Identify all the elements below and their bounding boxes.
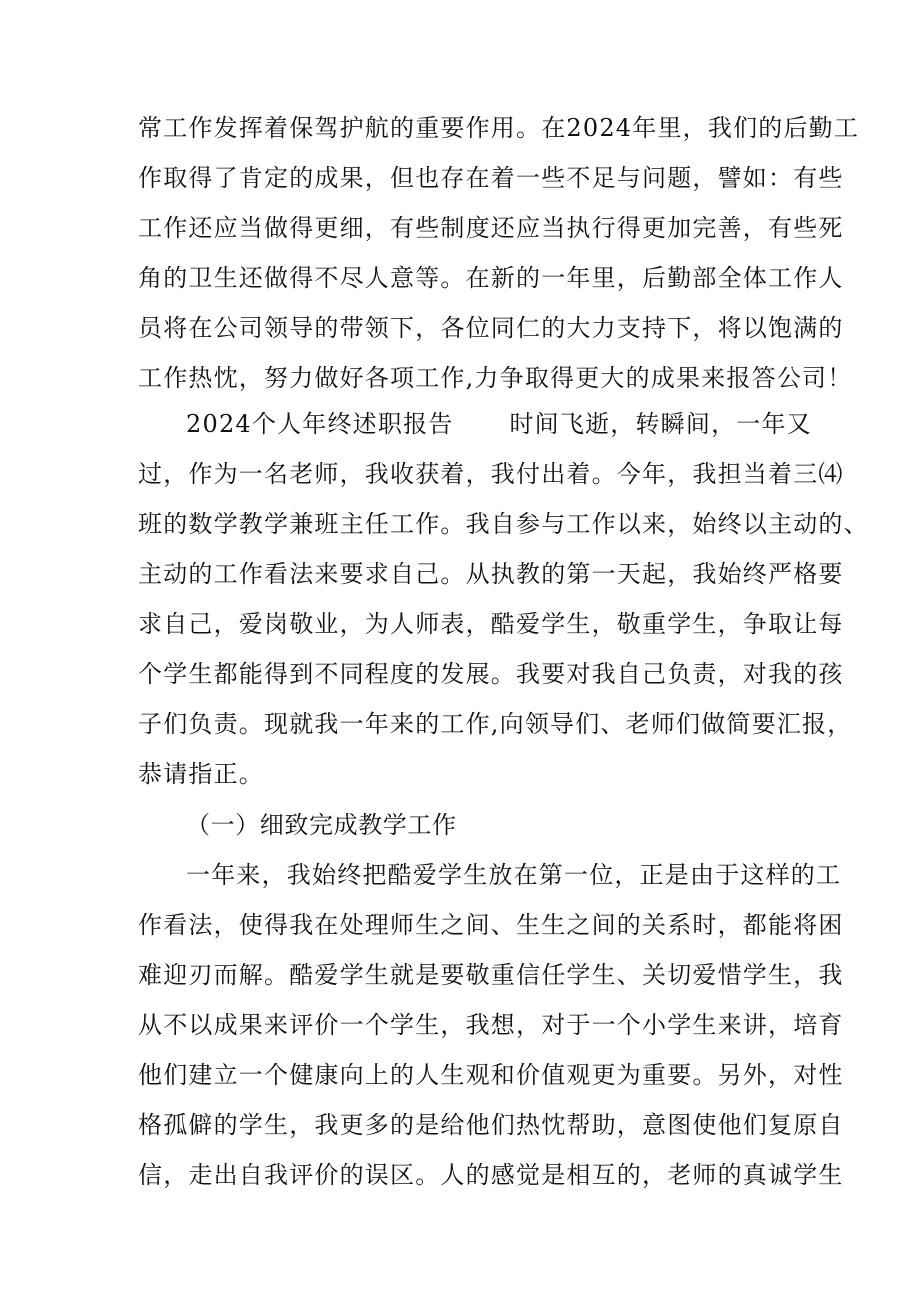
paragraph-line: 恭请指正。 <box>138 760 264 788</box>
section-heading: （一）细致完成教学工作 <box>186 811 457 839</box>
paragraph-line: 过，作为一名老师，我收获着，我付出着。今年，我担当着三⑷ <box>138 460 844 488</box>
paragraph-line: 求自己，爱岗敬业，为人师表，酷爱学生，敬重学生，争取让每 <box>138 610 844 638</box>
paragraph-line: 常工作发挥着保驾护航的重要作用。在2024年里，我们的后勤工 <box>138 114 860 142</box>
paragraph-line: 角的卫生还做得不尽人意等。在新的一年里，后勤部全体工作人 <box>138 264 844 292</box>
paragraph-line: 工作还应当做得更细，有些制度还应当执行得更加完善，有些死 <box>138 214 844 242</box>
paragraph-line: 从不以成果来评价一个学生，我想，对于一个小学生来讲，培育 <box>138 1011 844 1039</box>
paragraph-line: 信，走出自我评价的误区。人的感觉是相互的，老师的真诚学生 <box>138 1161 844 1189</box>
report-intro-text: 时间飞逝，转瞬间，一年又 <box>509 410 812 438</box>
paragraph-line: 作取得了肯定的成果，但也存在着一些不足与问题，譬如：有些 <box>138 164 844 192</box>
paragraph-line: 员将在公司领导的带领下，各位同仁的大力支持下，将以饱满的 <box>138 314 844 342</box>
paragraph-line: 格孤僻的学生，我更多的是给他们热忱帮助，意图使他们复原自 <box>138 1111 844 1139</box>
report-title: 2024个人年终述职报告 <box>186 410 454 438</box>
paragraph-line: 作看法，使得我在处理师生之间、生生之间的关系时，都能将困 <box>138 911 844 939</box>
paragraph-line: 子们负责。现就我一年来的工作,向领导们、老师们做简要汇报， <box>138 710 853 738</box>
paragraph-line: 班的数学教学兼班主任工作。我自参与工作以来，始终以主动的、 <box>138 510 869 538</box>
paragraph-line: 一年来，我始终把酷爱学生放在第一位，正是由于这样的工 <box>186 861 842 889</box>
paragraph-line: 工作热忱，努力做好各项工作,力争取得更大的成果来报答公司！ <box>138 364 853 392</box>
paragraph-line: 他们建立一个健康向上的人生观和价值观更为重要。另外，对性 <box>138 1061 844 1089</box>
paragraph-line: 个学生都能得到不同程度的发展。我要对我自己负责，对我的孩 <box>138 660 844 688</box>
report-title-line <box>186 409 812 439</box>
paragraph-line: 难迎刃而解。酷爱学生就是要敬重信任学生、关切爱惜学生，我 <box>138 961 844 989</box>
paragraph-line: 主动的工作看法来要求自己。从执教的第一天起，我始终严格要 <box>138 560 844 588</box>
